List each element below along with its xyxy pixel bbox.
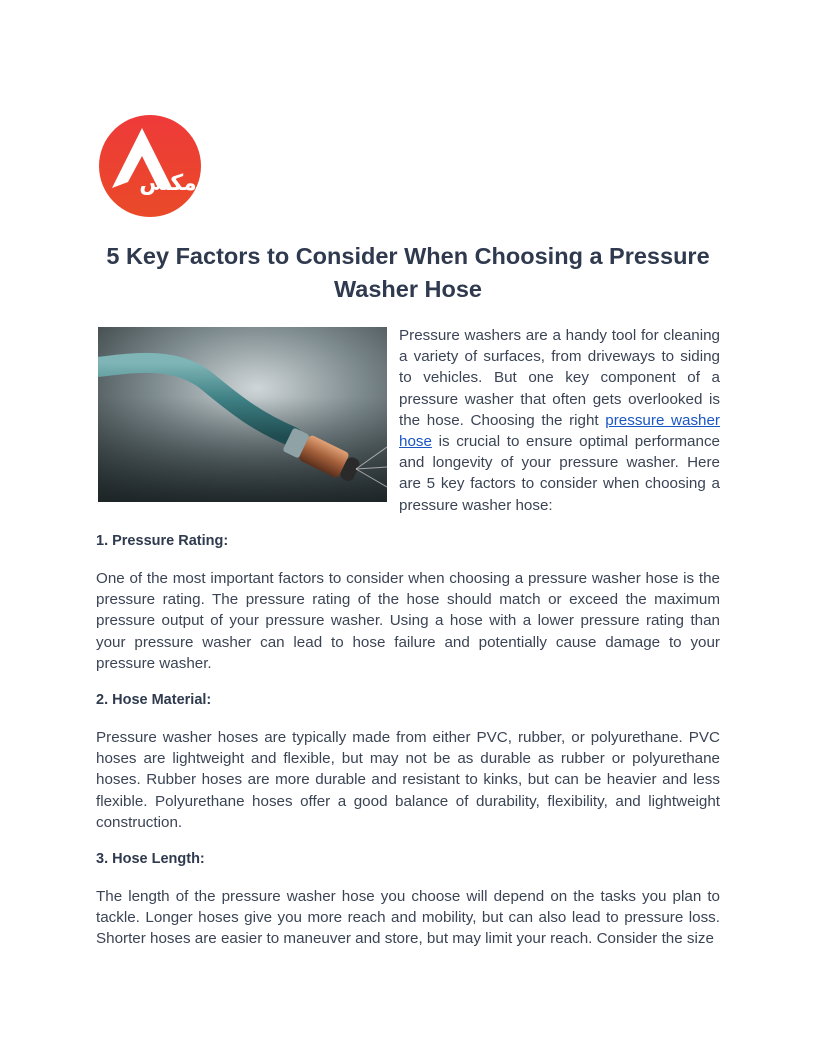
logo-text: مكس: [139, 171, 197, 196]
section-heading-hose-material: 2. Hose Material:: [96, 692, 212, 708]
section-heading-hose-length: 3. Hose Length:: [96, 851, 205, 867]
intro-paragraph: Pressure washers are a handy tool for cleaning a variety of surfaces, from driveways to siding to vehicles. But one key component of a pressure washer that often gets overlooked is the hose. Choosing the right pressure washer hose is crucial to ensure optimal performance and longevity of your pressure washer. Here are 5 key factors to consider when choosing a pressure washer hose:: [399, 327, 720, 514]
section-body-hose-material: Pressure washer hoses are typically made from either PVC, rubber, or polyurethane. PVC hoses are lightweight and flexible, but may not be as durable as rubber or polyurethane hoses. Rubber hoses are more durable and resistant to kinks, but can be heavier and less flexible. Polyurethane hoses offer a good balance of durability, flexibility, and lightweight construction.: [96, 729, 720, 831]
page-title: 5 Key Factors to Consider When Choosing a Pressure Washer Hose: [106, 243, 710, 302]
pressure-washer-hose-link[interactable]: pressure washer hose: [399, 411, 720, 451]
section-body-hose-length: The length of the pressure washer hose you choose will depend on the tasks you plan to tackle. Longer hoses give you more reach and mobility, but can also lead to pressure loss. Shorter hoses are easier to maneuver and store, but may limit your reach. Consider the size: [96, 888, 720, 948]
section-heading-pressure-rating: 1. Pressure Rating:: [96, 533, 229, 549]
pressure-washer-hose-photo: [98, 327, 387, 502]
brand-logo: [98, 114, 202, 218]
section-body-pressure-rating: One of the most important factors to consider when choosing a pressure washer hose is the pressure rating. The pressure rating of the hose should match or exceed the maximum pressure output of your pressure washer. Using a hose with a lower pressure rating than your pressure washer can lead to hose failure and potentially cause damage to your pressure washer.: [96, 570, 720, 672]
